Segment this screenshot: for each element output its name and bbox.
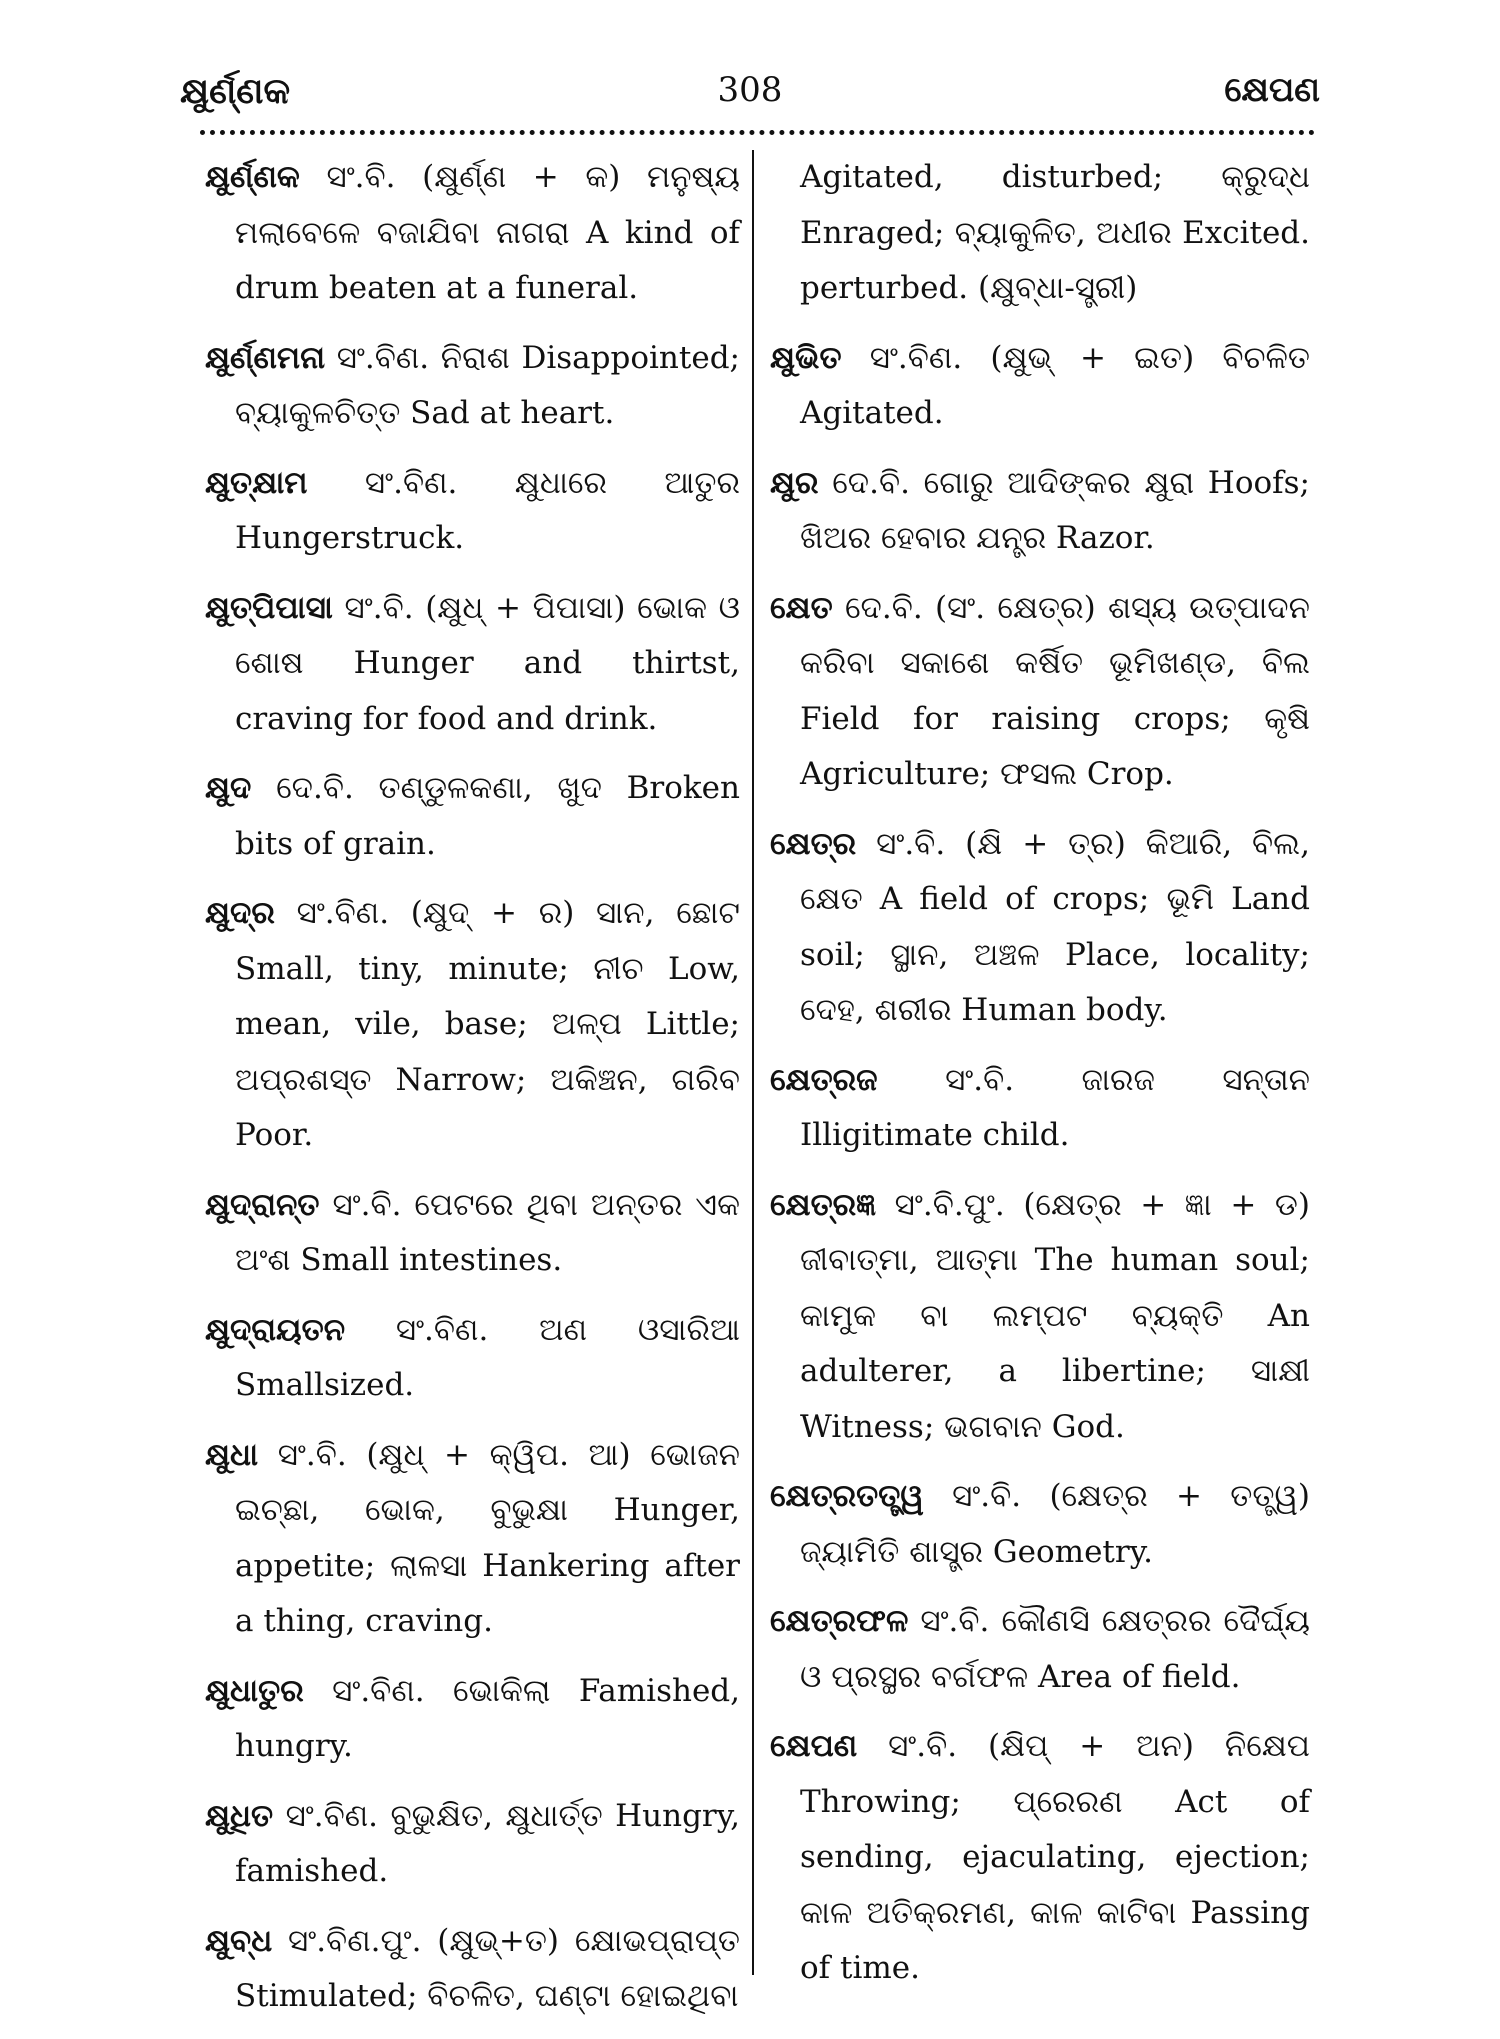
entry-definition: ସଂ.ବିଣ. ନିରାଶ Disappointed; ବ୍ୟାକୁଳଚିତ୍ତ Sad at heart. [235, 339, 740, 431]
entry-definition: ସଂ.ବି. (କ୍ଷିପ୍ + ଅନ) ନିକ୍ଷେପ Throwing; ପ୍ରେରଣ Act of sending, ejaculating, ejection; କାଳ ଅତିକ୍ରମଣ, କାଳ କାଟିବା Passing of time. [800, 1728, 1310, 1986]
entry-headword: କ୍ଷେତ୍ରଜ୍ଞ [770, 1186, 877, 1223]
entry-headword: କ୍ଷୁର୍ଣ୍ଣମନା [205, 339, 326, 376]
dictionary-entry [770, 817, 1310, 1039]
entry-headword: କ୍ଷୁତ୍‌ପିପାସା [205, 589, 333, 626]
entry-definition: ସଂ.ବିଣ. (କ୍ଷୁଭ୍ + ଇତ) ବିଚଳିତ Agitated. [800, 339, 1310, 431]
entry-headword: କ୍ଷେତ୍ର [770, 825, 857, 862]
dictionary-entry [205, 1178, 740, 1289]
dictionary-entry [770, 1178, 1310, 1456]
dictionary-entry [205, 581, 740, 748]
entry-definition: ସଂ.ବି.ପୁଂ. (କ୍ଷେତ୍ର + ଜ୍ଞା + ଡ) ଜୀବାତ୍ମା, ଆତ୍ମା The human soul; କାମୁକ ବା ଲମ୍ପଟ ବ୍ୟକ୍ତି An adulterer, a libertine; ସାକ୍ଷୀ Witness; ଭଗବାନ God. [800, 1186, 1310, 1445]
page-header [180, 60, 1320, 120]
right-column [770, 150, 1310, 2011]
entry-definition: ସଂ.ବି. (କ୍ଷୁଧ୍ + ପିପାସା) ଭୋକ ଓ ଶୋଷ Hunger and thirtst, craving for food and drink. [235, 589, 740, 737]
dictionary-entry [205, 1303, 740, 1414]
entry-headword: କ୍ଷେତ୍ରତତ୍ତ୍ୱ [770, 1478, 924, 1514]
dictionary-entry [205, 331, 740, 442]
page-number: 308 [717, 70, 783, 110]
column-rule [752, 150, 754, 1975]
entry-definition: Agitated, disturbed; କ୍ରୁଦ୍ଧ Enraged; ବ୍ୟାକୁଳିତ, ଅଧୀର Excited. perturbed. (କ୍ଷୁବ୍‌ଧା-ସ୍ତ୍ରୀ) [800, 159, 1310, 306]
dictionary-entry [770, 1719, 1310, 1997]
dictionary-entry [205, 886, 740, 1164]
entry-headword: କ୍ଷୁଧିତ [205, 1797, 274, 1834]
dotted-divider [200, 130, 1315, 135]
entry-headword: କ୍ଷୁଧାତୁର [205, 1672, 304, 1709]
entry-definition: ସଂ.ବି. କୌଣସି କ୍ଷେତ୍ରର ଦୈର୍ଘ୍ୟ ଓ ପ୍ରସ୍ଥର ବର୍ଗଫଳ Area of field. [800, 1603, 1310, 1695]
entry-headword: କ୍ଷେତ [770, 589, 833, 626]
entry-definition: ସଂ.ବିଣ. ଅଣ ଓସାରିଆ Smallsized. [235, 1311, 740, 1403]
entry-definition: ସଂ.ବିଣ. ଭୋକିଲା Famished, hungry. [235, 1672, 740, 1764]
dictionary-entry [205, 1914, 740, 2025]
entry-definition: ସଂ.ବି. (କ୍ଷେତ୍ର + ତତ୍ତ୍ୱ) ଜ୍ୟାମିତି ଶାସ୍ତ୍ର Geometry. [800, 1478, 1311, 1570]
dictionary-entry [770, 1594, 1310, 1705]
entry-headword: କ୍ଷେତ୍ରଜ [770, 1061, 878, 1098]
entry-headword: କ୍ଷୁଦ୍ର [205, 895, 275, 931]
entry-headword: କ୍ଷେତ୍ରଫଳ [770, 1603, 909, 1639]
dictionary-entry [205, 456, 740, 567]
header-right-headword: କ୍ଷେପଣ [1224, 70, 1320, 110]
entry-definition: ସଂ.ବି. (କ୍ଷୁର୍ଣ୍ଣ + କ) ମନୁଷ୍ୟ ମଲାବେଳେ ବଜାଯିବା ନାଗରା A kind of drum beaten at a funeral. [235, 159, 741, 306]
entry-definition: ଦେ.ବି. ତଣ୍ଡୁଳକଣା, ଖୁଦ Broken bits of grain. [235, 770, 740, 862]
entry-headword: କ୍ଷୁଦ [205, 770, 252, 806]
entry-definition: ସଂ.ବିଣ. କ୍ଷୁଧାରେ ଆତୁର Hungerstruck. [235, 464, 740, 556]
entry-headword: କ୍ଷୁବ୍‌ଧ [205, 1922, 273, 1959]
dictionary-entry [205, 1428, 740, 1650]
entry-definition: ସଂ.ବିଣ. ବୁଭୁକ୍ଷିତ, କ୍ଷୁଧାର୍ତ୍ତ Hungry, famished. [235, 1797, 740, 1889]
left-column [205, 150, 740, 2039]
dictionary-entry [770, 150, 1310, 317]
entry-definition: ସଂ.ବି. ପେଟରେ ଥିବା ଅନ୍ତର ଏକ ଅଂଶ Small intestines. [235, 1186, 740, 1278]
dictionary-entry [770, 1053, 1310, 1164]
dictionary-entry [770, 1469, 1310, 1580]
dictionary-entry [770, 456, 1310, 567]
entry-headword: କ୍ଷୁଦ୍ରାୟତନ [205, 1311, 346, 1348]
dictionary-entry [205, 1789, 740, 1900]
dictionary-entry [770, 331, 1310, 442]
dictionary-entry [205, 761, 740, 872]
entry-headword: କ୍ଷୁଧା [205, 1436, 259, 1473]
entry-headword: କ୍ଷୁର୍ଣ୍ଣକ [205, 159, 300, 195]
entry-definition: ଦେ.ବି. (ସଂ. କ୍ଷେତ୍ର) ଶସ୍ୟ ଉତ୍ପାଦନ କରିବା ସକାଶେ କର୍ଷିତ ଭୂମିଖଣ୍ଡ, ବିଲ Field for raising crops; କୃଷି Agriculture; ଫସଲ Crop. [800, 589, 1310, 792]
entry-headword: କ୍ଷୁର [770, 464, 819, 501]
entry-definition: ଦେ.ବି. ଗୋରୁ ଆଦିଙ୍କର କ୍ଷୁରା Hoofs; ଖିଅର ହେବାର ଯନ୍ତ୍ର Razor. [800, 464, 1310, 556]
header-left-headword: କ୍ଷୁର୍ଣ୍ଣକ [180, 70, 291, 112]
entry-definition: ସଂ.ବି. (କ୍ଷୁଧ୍ + କ୍ୱିପ. ଆ) ଭୋଜନ ଇଚ୍ଛା, ଭୋକ, ବୁଭୁକ୍ଷା Hunger, appetite; ଲାଳସା Hankering after a thing, craving. [235, 1436, 740, 1639]
dictionary-entry [205, 1664, 740, 1775]
entry-headword: କ୍ଷୁତ୍‌କ୍ଷାମ [205, 464, 308, 501]
dictionary-entry [205, 150, 740, 317]
entry-headword: କ୍ଷୁଭିତ [770, 339, 842, 376]
entry-definition: ସଂ.ବି. (କ୍ଷି + ତ୍ର) କିଆରି, ବିଲ, କ୍ଷେତ A field of crops; ଭୂମି Land soil; ସ୍ଥାନ, ଅଞ୍ଚଳ Place, locality; ଦେହ, ଶରୀର Human body. [800, 825, 1310, 1028]
entry-headword: କ୍ଷୁଦ୍ରାନ୍ତ [205, 1186, 320, 1223]
entry-definition: ସଂ.ବିଣ. (କ୍ଷୁଦ୍ + ର) ସାନ, ଛୋଟ Small, tiny, minute; ନୀଚ Low, mean, vile, base; ଅଳ୍ପ Little; ଅପ୍ରଶସ୍ତ Narrow; ଅକିଞ୍ଚନ, ଗରିବ Poor. [235, 895, 740, 1153]
entry-headword: କ୍ଷେପଣ [770, 1728, 858, 1764]
dictionary-entry [770, 581, 1310, 803]
entry-definition: ସଂ.ବିଣ.ପୁଂ. (କ୍ଷୁଭ୍+ତ) କ୍ଷୋଭପ୍ରାପ୍ତ Stimulated; ବିଚଳିତ, ଘଣ୍ଟା ହୋଇଥିବା [235, 1922, 741, 2014]
entry-definition: ସଂ.ବି. ଜାରଜ ସନ୍ତାନ Illigitimate child. [800, 1061, 1310, 1153]
